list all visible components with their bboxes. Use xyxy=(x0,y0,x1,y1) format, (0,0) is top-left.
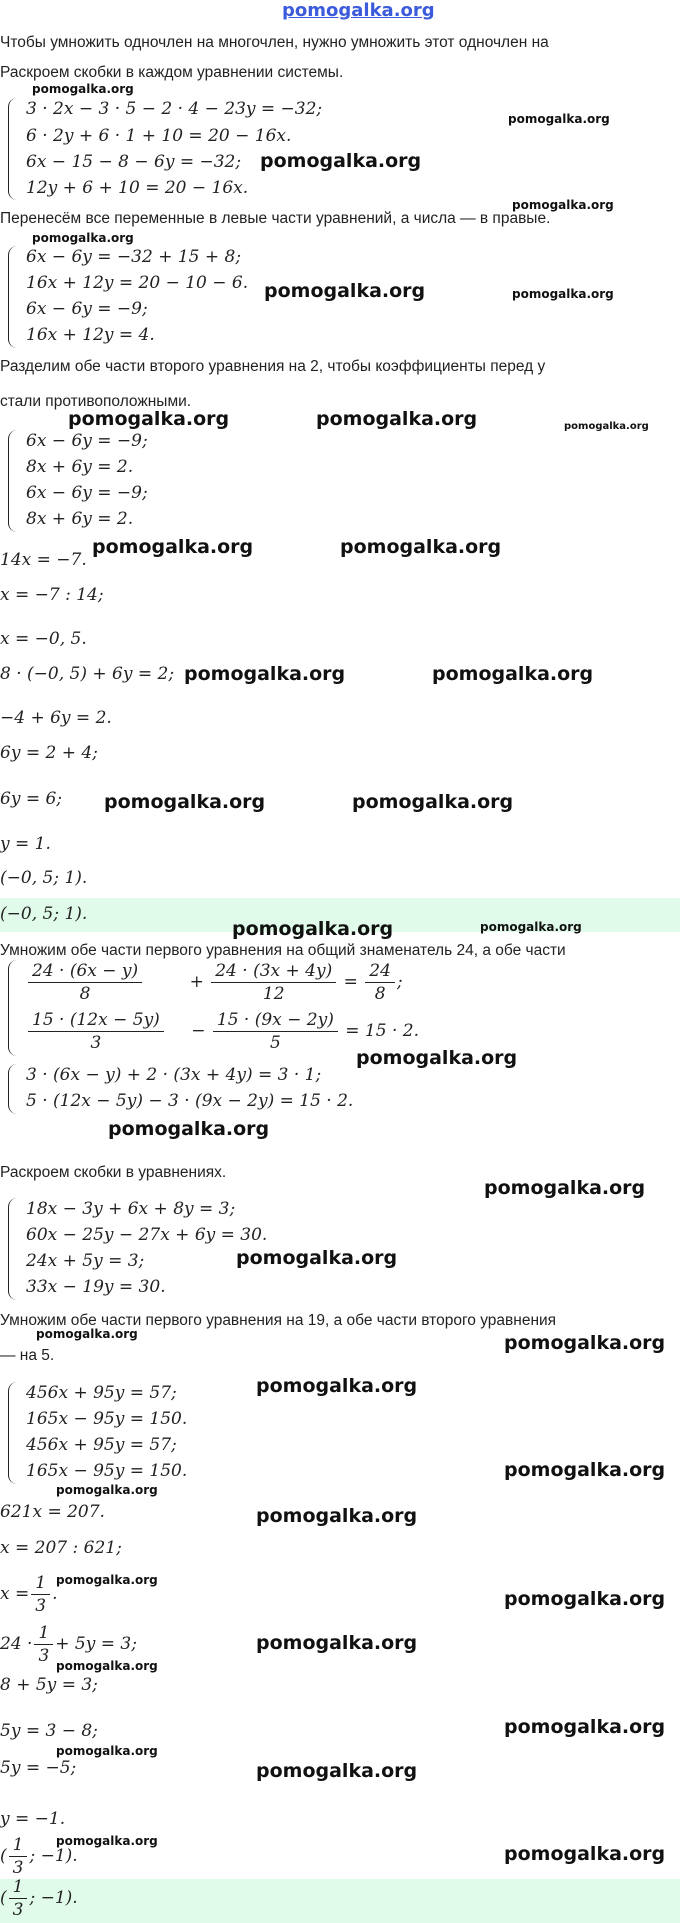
watermark: pomogalka.org xyxy=(480,920,582,934)
equation: 24 · $\frac{1}{3}$ + 5y = 3; xyxy=(0,1623,137,1666)
equation: 8x + 6y = 2. xyxy=(26,509,134,529)
system-brace xyxy=(8,960,17,1056)
watermark: pomogalka.org xyxy=(264,280,426,302)
equation: 16x + 12y = 4. xyxy=(26,325,155,345)
watermark: pomogalka.org xyxy=(432,663,594,685)
equation: 3 · 2x − 3 · 5 − 2 · 4 − 23y = −32; xyxy=(26,99,323,119)
equation: y = 1. xyxy=(0,834,51,854)
equation: 456x + 95y = 57; xyxy=(26,1383,177,1403)
equation: 5y = −5; xyxy=(0,1758,77,1778)
system-brace xyxy=(8,1064,17,1114)
equation: −4 + 6y = 2. xyxy=(0,708,112,728)
equation: 621x = 207. xyxy=(0,1502,105,1522)
equation: 6x − 6y = −9; xyxy=(26,483,148,503)
text-line: Чтобы умножить одночлен на многочлен, нужно умножить этот одночлен на xyxy=(0,34,549,51)
equation: 60x − 25y − 27x + 6y = 30. xyxy=(26,1225,268,1245)
watermark: pomogalka.org xyxy=(56,1483,158,1497)
watermark: pomogalka.org xyxy=(236,1247,398,1269)
equation: $\frac{24 \cdot (6x - y)}{8}$ + $\frac{24 \cdot (3x + 4y)}{12}$ = $\frac{24}{8}$ ; xyxy=(26,960,403,1005)
watermark: pomogalka.org xyxy=(564,421,649,432)
text-line: Перенесём все переменные в левые части уравнений, а числа — в правые. xyxy=(0,210,551,227)
watermark: pomogalka.org xyxy=(68,408,230,430)
watermark: pomogalka.org xyxy=(504,1332,666,1354)
equation: 8 + 5y = 3; xyxy=(0,1675,98,1695)
equation: 6x − 6y = −32 + 15 + 8; xyxy=(26,247,242,267)
watermark: pomogalka.org xyxy=(184,663,346,685)
system-brace xyxy=(8,1198,17,1300)
text-line: Умножим обе части первого уравнения на 19, а обе части второго уравнения xyxy=(0,1312,557,1329)
equation: 5 · (12x − 5y) − 3 · (9x − 2y) = 15 · 2. xyxy=(26,1091,354,1111)
text-line: — на 5. xyxy=(0,1347,55,1364)
equation: x = −0, 5. xyxy=(0,629,87,649)
equation: 24x + 5y = 3; xyxy=(26,1251,145,1271)
answer-highlight xyxy=(0,1879,680,1923)
watermark: pomogalka.org xyxy=(504,1459,666,1481)
watermark: pomogalka.org xyxy=(92,536,254,558)
watermark: pomogalka.org xyxy=(484,1177,646,1199)
watermark: pomogalka.org xyxy=(504,1716,666,1738)
equation: 456x + 95y = 57; xyxy=(26,1435,177,1455)
text-line: Умножим обе части первого уравнения на общий знаменатель 24, а обе части xyxy=(0,942,566,959)
equation: $\frac{15 \cdot (12x - 5y)}{3}$ − $\frac{15 \cdot (9x - 2y)}{5}$ = 15 · 2. xyxy=(26,1009,419,1054)
watermark: pomogalka.org xyxy=(56,1834,158,1848)
watermark: pomogalka.org xyxy=(56,1573,158,1587)
equation: 6x − 15 − 8 − 6y = −32; xyxy=(26,152,242,172)
equation: 5y = 3 − 8; xyxy=(0,1721,98,1741)
equation: 165x − 95y = 150. xyxy=(26,1461,188,1481)
answer: ( $\frac{1}{3}$ ; −1). xyxy=(0,1877,78,1920)
watermark: pomogalka.org xyxy=(512,198,614,212)
equation: 14x = −7. xyxy=(0,550,87,570)
watermark: pomogalka.org xyxy=(256,1375,418,1397)
equation: 6 · 2y + 6 · 1 + 10 = 20 − 16x. xyxy=(26,126,292,146)
equation: x = −7 : 14; xyxy=(0,585,104,605)
equation: 6y = 6; xyxy=(0,789,63,809)
equation: 8x + 6y = 2. xyxy=(26,457,134,477)
equation: 18x − 3y + 6x + 8y = 3; xyxy=(26,1199,236,1219)
text-line: Раскроем скобки в каждом уравнении системы. xyxy=(0,64,344,81)
equation: ( $\frac{1}{3}$ ; −1). xyxy=(0,1835,78,1878)
watermark: pomogalka.org xyxy=(340,536,502,558)
equation: (−0, 5; 1). xyxy=(0,868,88,888)
watermark: pomogalka.org xyxy=(256,1505,418,1527)
watermark: pomogalka.org xyxy=(352,791,514,813)
system-brace xyxy=(8,98,17,200)
watermark: pomogalka.org xyxy=(508,112,610,126)
watermark: pomogalka.org xyxy=(356,1047,518,1069)
text-line: Раскроем скобки в уравнениях. xyxy=(0,1164,227,1181)
equation: y = −1. xyxy=(0,1809,66,1829)
watermark: pomogalka.org xyxy=(504,1588,666,1610)
watermark: pomogalka.org xyxy=(56,1744,158,1758)
equation: x = $\frac{1}{3}$ . xyxy=(0,1573,58,1616)
watermark: pomogalka.org xyxy=(256,1632,418,1654)
site-logo[interactable]: pomogalka.org xyxy=(282,0,435,21)
equation: 165x − 95y = 150. xyxy=(26,1409,188,1429)
equation: 6y = 2 + 4; xyxy=(0,743,98,763)
equation: 8 · (−0, 5) + 6y = 2; xyxy=(0,664,175,684)
watermark: pomogalka.org xyxy=(56,1659,158,1673)
equation: 16x + 12y = 20 − 10 − 6. xyxy=(26,273,249,293)
equation: 6x − 6y = −9; xyxy=(26,431,148,451)
text-line: Разделим обе части второго уравнения на 2, чтобы коэффициенты перед y xyxy=(0,358,546,375)
equation: 12y + 6 + 10 = 20 − 16x. xyxy=(26,178,249,198)
equation: x = 207 : 621; xyxy=(0,1538,122,1558)
system-brace xyxy=(8,246,17,348)
text-line: стали противоположными. xyxy=(0,393,192,410)
watermark: pomogalka.org xyxy=(256,1760,418,1782)
watermark: pomogalka.org xyxy=(232,918,394,940)
watermark: pomogalka.org xyxy=(316,408,478,430)
equation: 3 · (6x − y) + 2 · (3x + 4y) = 3 · 1; xyxy=(26,1065,322,1085)
watermark: pomogalka.org xyxy=(32,231,134,245)
system-brace xyxy=(8,1382,17,1484)
watermark: pomogalka.org xyxy=(260,150,422,172)
watermark: pomogalka.org xyxy=(504,1843,666,1865)
answer: (−0, 5; 1). xyxy=(0,904,88,924)
equation: 6x − 6y = −9; xyxy=(26,299,148,319)
watermark: pomogalka.org xyxy=(512,287,614,301)
watermark: pomogalka.org xyxy=(36,1327,138,1341)
equation: 33x − 19y = 30. xyxy=(26,1277,166,1297)
watermark: pomogalka.org xyxy=(104,791,266,813)
system-brace xyxy=(8,430,17,532)
watermark: pomogalka.org xyxy=(32,82,134,96)
watermark: pomogalka.org xyxy=(108,1118,270,1140)
